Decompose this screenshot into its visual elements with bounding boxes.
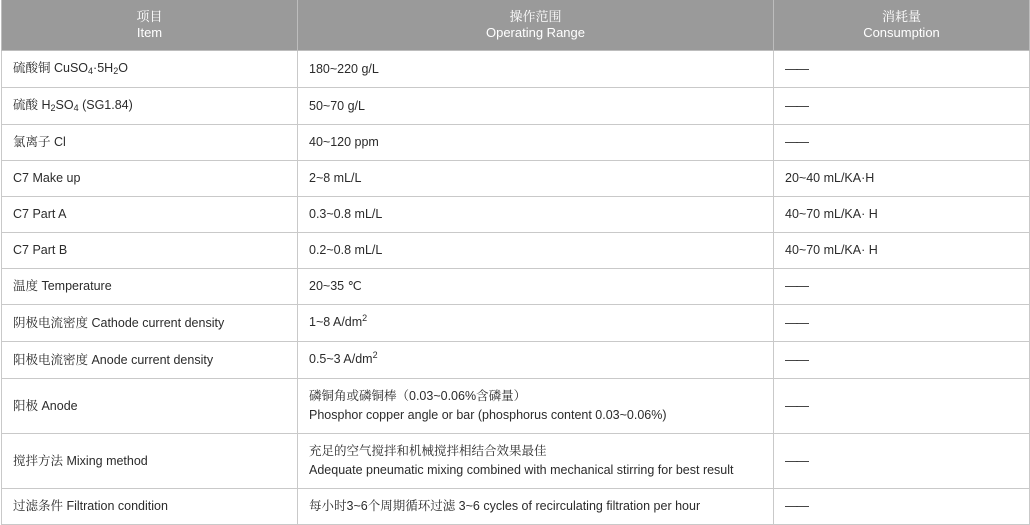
cell-operating-range: 1~8 $A/dm^2$ <box>298 305 774 342</box>
cell-item: 过滤条件 Filtration condition <box>2 489 298 525</box>
cell-item: 阳极电流密度 Anode current density <box>2 342 298 379</box>
column-header-operating-range-zh: 操作范围 <box>509 9 562 24</box>
column-header-item-en: Item <box>136 25 163 40</box>
cell-consumption: —— <box>774 125 1030 161</box>
table-header-row <box>2 0 1030 51</box>
table-row <box>2 161 1030 197</box>
table-row <box>2 88 1030 125</box>
table-row <box>2 489 1030 525</box>
cell-operating-range: 180~220 g/L <box>298 51 774 88</box>
table-row <box>2 233 1030 269</box>
column-header-item-zh: 项目 <box>136 9 163 24</box>
cell-item: 氯离子 Cl <box>2 125 298 161</box>
column-header-operating-range-en: Operating Range <box>485 25 585 40</box>
cell-consumption: —— <box>774 342 1030 379</box>
cell-item: 阴极电流密度 Cathode current density <box>2 305 298 342</box>
cell-item: 温度 Temperature <box>2 269 298 305</box>
cell-item: C7 Make up <box>2 161 298 197</box>
cell-operating-range: 20~35 ℃ <box>298 269 774 305</box>
cell-item: 硫酸 $H_2SO_4$ (SG1.84) <box>2 88 298 125</box>
column-header-consumption-en: Consumption <box>863 25 940 40</box>
cell-consumption: —— <box>774 305 1030 342</box>
table-row <box>2 379 1030 434</box>
cell-consumption: —— <box>774 88 1030 125</box>
cell-consumption: —— <box>774 51 1030 88</box>
cell-operating-range: 每小时3~6个周期循环过滤 3~6 cycles of recirculating filtration per hour <box>298 489 774 525</box>
cell-item: C7 Part A <box>2 197 298 233</box>
cell-operating-range: 0.2~0.8 mL/L <box>298 233 774 269</box>
table-row <box>2 51 1030 88</box>
table-body <box>2 51 1030 525</box>
cell-operating-range: 0.3~0.8 mL/L <box>298 197 774 233</box>
cell-operating-range: 磷铜角或磷铜棒（0.03~0.06%含磷量） Phosphor copper angle or bar (phosphorus content 0.03~0.06%) <box>298 379 774 434</box>
table-row <box>2 269 1030 305</box>
table-row <box>2 434 1030 489</box>
column-header-consumption-zh: 消耗量 <box>881 9 921 24</box>
specification-table <box>1 0 1030 525</box>
table-header <box>2 0 1030 51</box>
table-row <box>2 305 1030 342</box>
cell-operating-range: 0.5~3 $A/dm^2$ <box>298 342 774 379</box>
column-header-operating-range <box>298 0 774 51</box>
column-header-item <box>2 0 298 51</box>
cell-consumption: —— <box>774 379 1030 434</box>
table-row <box>2 125 1030 161</box>
cell-operating-range: 40~120 ppm <box>298 125 774 161</box>
cell-item: 阳极 Anode <box>2 379 298 434</box>
cell-operating-range: 2~8 mL/L <box>298 161 774 197</box>
cell-consumption: —— <box>774 434 1030 489</box>
cell-operating-range: 充足的空气搅拌和机械搅拌相结合效果最佳 Adequate pneumatic mixing combined with mechanical stirring for best result <box>298 434 774 489</box>
cell-consumption: 20~40 mL/KA·H <box>774 161 1030 197</box>
cell-consumption: 40~70 mL/KA· H <box>774 197 1030 233</box>
cell-operating-range: 50~70 g/L <box>298 88 774 125</box>
cell-consumption: 40~70 mL/KA· H <box>774 233 1030 269</box>
cell-consumption: —— <box>774 489 1030 525</box>
table-row <box>2 342 1030 379</box>
table-row <box>2 197 1030 233</box>
column-header-consumption <box>774 0 1030 51</box>
cell-consumption: —— <box>774 269 1030 305</box>
cell-item: 搅拌方法 Mixing method <box>2 434 298 489</box>
cell-item: C7 Part B <box>2 233 298 269</box>
cell-item: 硫酸铜 $CuSO_4\cdot 5H_2O$ <box>2 51 298 88</box>
